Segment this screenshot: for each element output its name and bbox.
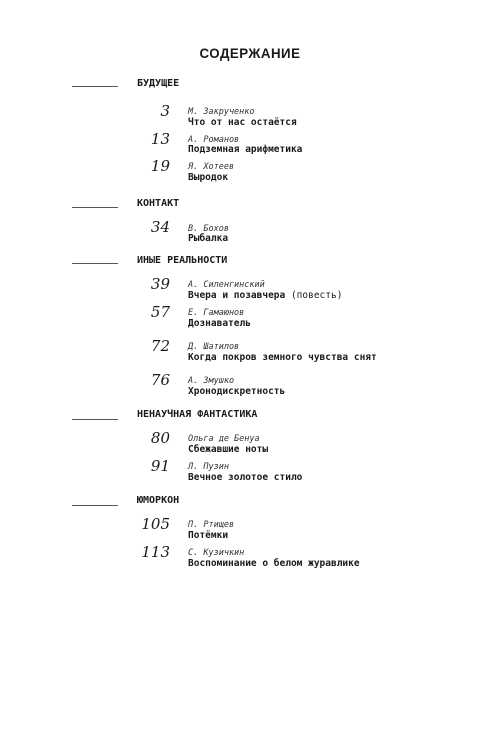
section-divider [72, 505, 118, 506]
author-name: Ольга де Бенуа [188, 434, 260, 444]
section-divider [72, 207, 118, 208]
story-title: Дознаватель [188, 318, 251, 329]
story-note: (повесть) [285, 290, 343, 301]
story-title: Сбежавшие ноты [188, 444, 269, 455]
section-divider [72, 86, 118, 87]
story-title: Подземная арифметика [188, 144, 303, 155]
story-title: Вечное золотое стило [188, 472, 303, 483]
page-number: 80 [150, 429, 170, 447]
author-name: П. Ртищев [188, 520, 235, 530]
story-title: Когда покров земного чувства снят [188, 352, 377, 363]
page-number: 13 [150, 130, 170, 148]
page-number: 113 [141, 543, 170, 561]
story-title: Потёмки [188, 530, 229, 541]
story-title: Хронодискретность [188, 386, 286, 397]
author-name: Д. Шатилов [188, 342, 240, 352]
section-title: ЮМОРКОН [137, 495, 180, 506]
author-name: М. Закрученко [188, 107, 255, 117]
story-title: Воспоминание о белом журавлике [188, 558, 360, 569]
section-divider [72, 419, 118, 420]
section-title: КОНТАКТ [137, 198, 180, 209]
section-divider [72, 263, 118, 264]
author-name: Л. Пузин [188, 462, 229, 472]
section-title: НЕНАУЧНАЯ ФАНТАСТИКА [137, 409, 258, 420]
story-title: Рыбалка [188, 233, 229, 244]
story-title-text: Вчера и позавчера [188, 290, 286, 301]
page-number: 91 [150, 457, 170, 475]
section-title: БУДУЩЕЕ [137, 78, 180, 89]
page-number: 19 [150, 157, 170, 175]
author-name: А. Змушко [188, 376, 235, 386]
story-title: Что от нас остаётся [188, 117, 297, 128]
page-number: 72 [150, 337, 170, 355]
author-name: С. Кузичкин [188, 548, 245, 558]
author-name: А. Силенгинский [188, 280, 265, 290]
page-number: 57 [150, 303, 170, 321]
page-number: 3 [160, 102, 170, 120]
page-number: 34 [150, 218, 170, 236]
story-title [188, 290, 342, 302]
author-name: А. Романов [188, 135, 240, 145]
page-number: 105 [141, 515, 170, 533]
page-number: 39 [150, 275, 170, 293]
page-number: 76 [150, 371, 170, 389]
page-title: СОДЕРЖАНИЕ [199, 45, 301, 61]
author-name: Е. Гамаюнов [188, 308, 245, 318]
story-title: Выродок [188, 172, 229, 183]
author-name: Я. Хотеев [188, 162, 235, 172]
author-name: В. Бохов [188, 224, 229, 234]
section-title: ИНЫЕ РЕАЛЬНОСТИ [137, 255, 228, 266]
